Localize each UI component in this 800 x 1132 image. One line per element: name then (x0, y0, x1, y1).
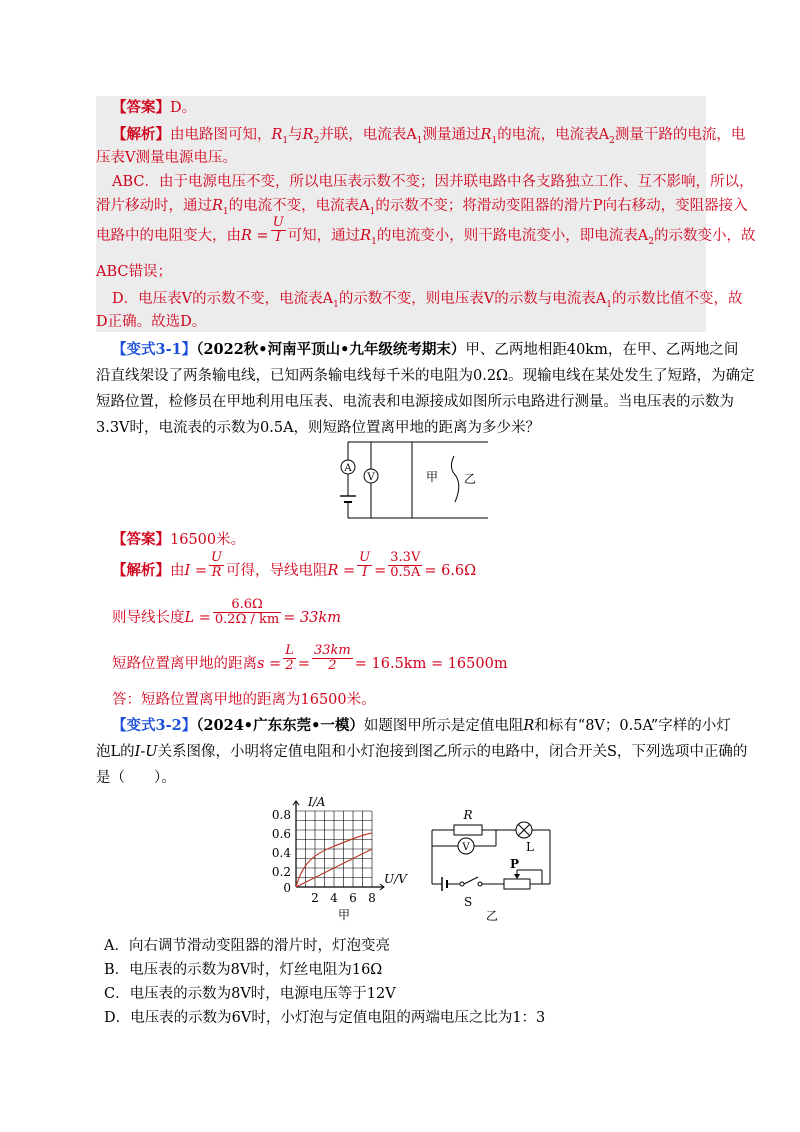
variant-tag: 【变式3-1】 (112, 341, 197, 358)
slider-label: P (510, 857, 520, 871)
answer-line (112, 98, 196, 118)
analysis-2-line-1: 【解析】由I = $\frac{U}{R}$ 可得，导线电阻R = $\frac{U}{I}$ = $\frac{3.3V}{0.5A}$ = 6.6Ω (112, 549, 477, 580)
short-circuit-diagram (328, 438, 490, 522)
variant-3-2-line-3: 是（ ）。 (96, 770, 176, 786)
option-b: B．电压表的示数为8V时，灯丝电阻为16Ω (104, 962, 383, 978)
voltmeter-label: V (462, 842, 470, 853)
analysis-line-7: D．电压表V的示数不变，电流表$A_1$的示数不变，则电压表V的示数与电流表$A_1$的示数比值不变，故 (112, 291, 743, 310)
option-a: A．向右调节滑动变阻器的滑片时，灯泡变亮 (104, 938, 390, 954)
answer-2-line: 【答案】16500米。 (112, 531, 246, 548)
answer-text: D。 (170, 100, 197, 116)
graph-caption: 甲 (337, 908, 351, 922)
circuit-caption: 乙 (486, 909, 499, 923)
variant-3-2-line-2: 泡L的I-U关系图像，小明将定值电阻和小灯泡接到图乙所示的电路中，闭合开关S，下列选项中正确的 (96, 744, 748, 760)
y-axis-label: I/A (308, 795, 326, 809)
location-jia-label: 甲 (426, 470, 439, 484)
analysis-line-8: D正确。故选D。 (96, 314, 207, 330)
lamp-circuit-diagram (424, 800, 560, 924)
option-c: C．电压表的示数为8V时，电源电压等于12V (104, 986, 396, 1002)
ammeter-label: A (344, 463, 352, 474)
x-tick: 8 (368, 891, 376, 905)
variant-3-1-line-4: 3.3V时，电流表的示数为0.5A，则短路位置离甲地的距离为多少米？ (96, 420, 541, 436)
x-tick: 6 (349, 891, 357, 905)
slider-arrow (514, 874, 520, 879)
location-yi-label: 乙 (464, 472, 477, 486)
lamp-label: L (526, 840, 534, 854)
resistor-label: R (463, 808, 473, 822)
ohm-law-fraction: $\frac{U}{I}$ (272, 214, 284, 245)
answer-tag: 【答案】 (112, 99, 170, 116)
analysis-line-5: 电路中的电阻变大，由R = $\frac{U}{I}$ 可知，通过$R_1$的电流变小，则干路电流变小，即电流表$A_2$的示数变小，故 (96, 214, 756, 247)
analysis-2-line-3: 短路位置离甲地的距离s = $\frac{L}{2}$ = $\frac{33km}{2}$ = 16.5km = 16500m (112, 642, 508, 673)
x-axis-label: U/V (384, 872, 407, 886)
analysis-line-3: ABC．由于电源电压不变，所以电压表示数不变；因并联电路中各支路独立工作、互不影响，所以， (112, 174, 754, 190)
analysis-tag: 【解析】 (112, 126, 170, 143)
analysis-line-4: 滑片移动时，通过$R_1$的电流不变，电流表$A_1$的示数不变；将滑动变阻器的滑片P向右移动，变阻器接入 (96, 198, 748, 217)
y-tick: 0 (283, 881, 291, 895)
analysis-2-line-2: 则导线长度L = $\frac{6.6\Omega}{0.2\Omega / km}$ = 33km (112, 596, 341, 627)
analysis-line-6: ABC错误； (96, 264, 172, 280)
variant-3-1-line-2: 沿直线架设了两条输电线，已知两条输电线每千米的电阻为0.2Ω。现输电线在某处发生了短路，为确定 (96, 368, 755, 384)
x-tick: 4 (330, 891, 338, 905)
y-tick: 0.6 (271, 827, 291, 841)
variant-3-1-line-3: 短路位置，检修员在甲地利用电压表、电流表和电源接成如图所示电路进行测量。当电压表的示数为 (96, 394, 734, 410)
graph-grid (296, 811, 372, 887)
option-d: D．电压表的示数为6V时，小灯泡与定值电阻的两端电压之比为1：3 (104, 1010, 546, 1026)
y-tick: 0.8 (271, 808, 291, 822)
x-tick: 2 (311, 891, 319, 905)
iu-graph (271, 795, 407, 925)
analysis-line-2: 压表V测量电源电压。 (96, 150, 237, 166)
voltmeter-label: V (367, 472, 375, 483)
switch-label: S (464, 895, 473, 909)
analysis-2-final: 答：短路位置离甲地的距离为16500米。 (112, 692, 376, 708)
y-tick: 0.4 (271, 846, 291, 860)
y-tick: 0.2 (271, 865, 291, 879)
variant-source: （2022秋•河南平顶山•九年级统考期末） (196, 341, 466, 358)
variant-3-1-line-1: 【变式3-1】（2022秋•河南平顶山•九年级统考期末）甲、乙两地相距40km，在甲、乙两地之间 (112, 341, 739, 358)
analysis-line-1: 【解析】由电路图可知，$R_1$与$R_2$并联，电流表$A_1$测量通过$R_1$的电流，电流表$A_2$测量干路的电流，电 (112, 126, 746, 146)
variant-3-2-line-1: 【变式3-2】（2024•广东东莞•一模）如题图甲所示是定值电阻R和标有“8V；0.5A”字样的小灯 (112, 717, 731, 734)
